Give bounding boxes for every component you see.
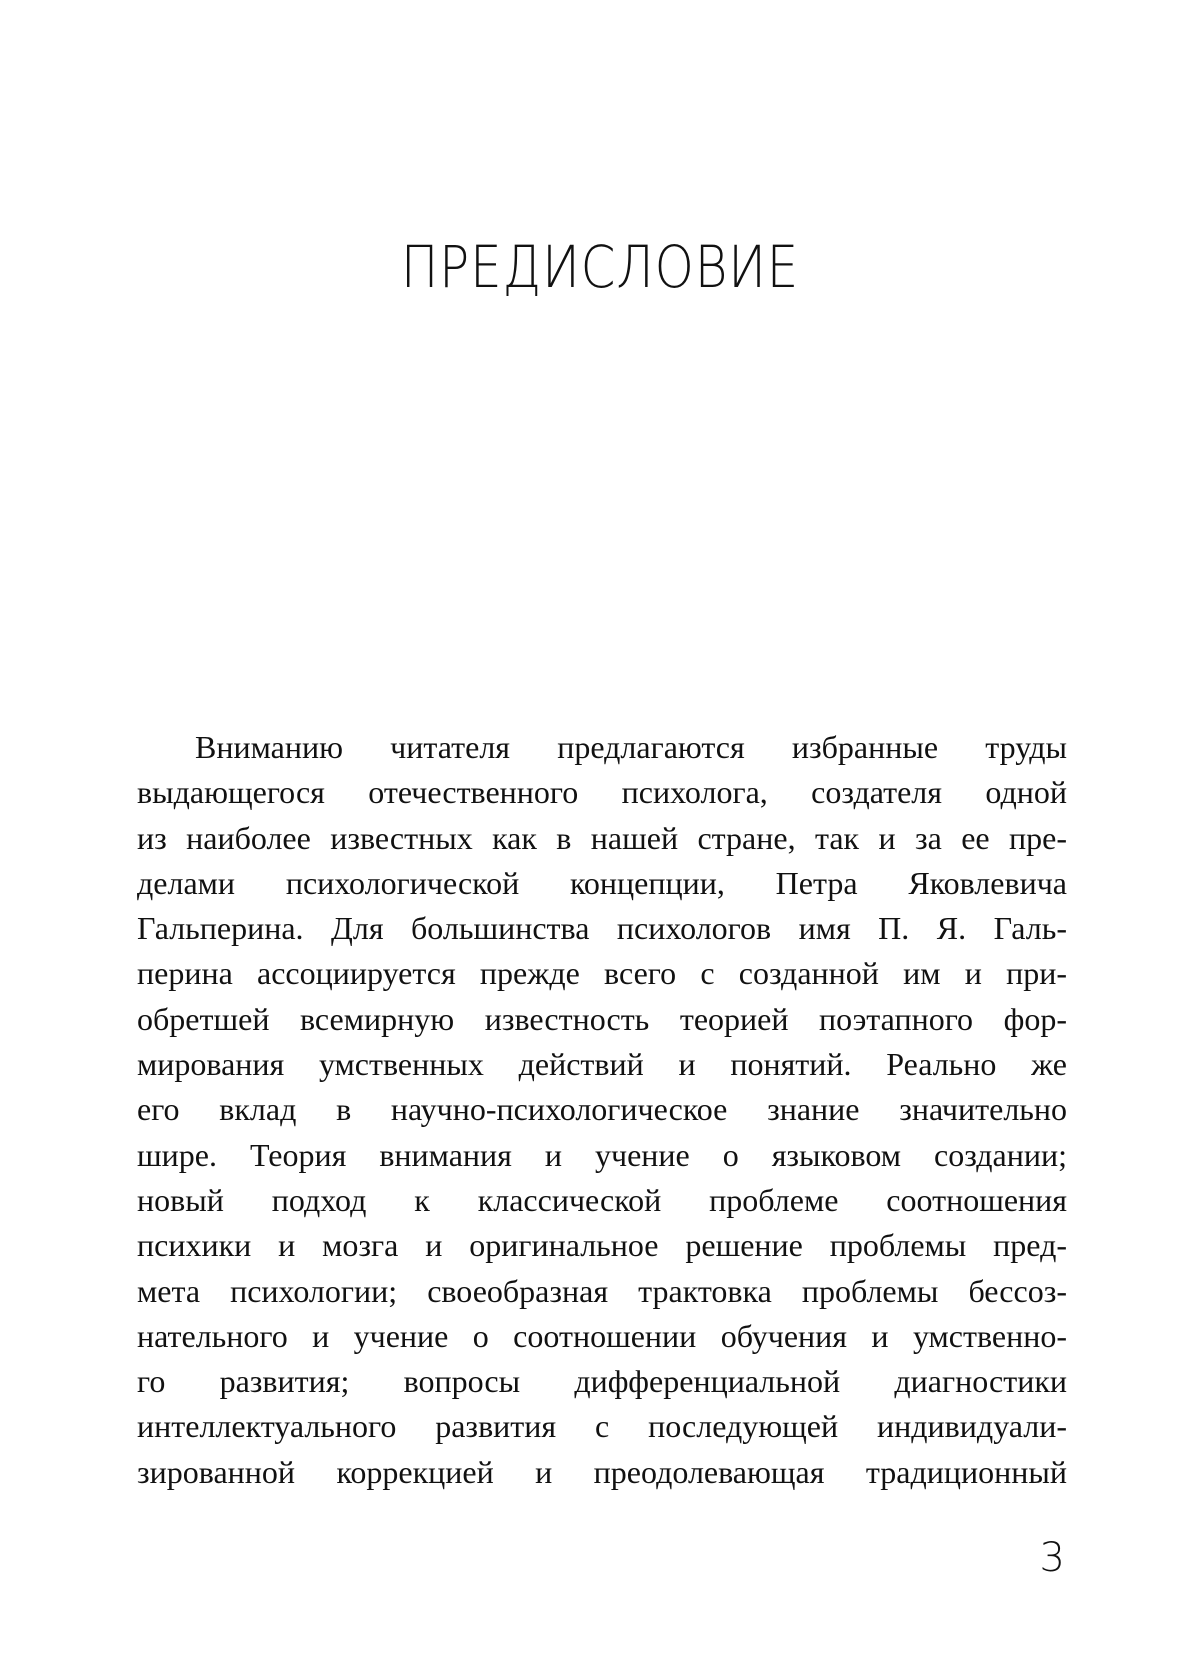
text-line: обретшей всемирную известность теорией поэтапного фор- [137,1000,1067,1037]
text-line: нательного и учение о соотношении обучения и умственно- [137,1317,1067,1354]
body-paragraph [137,725,1067,1495]
text-line: го развития; вопросы дифференциальной диагностики [137,1363,1067,1400]
text-line: из наиболее известных как в нашей стране, так и за ее пре- [137,819,1067,856]
text-line: его вклад в научно-психологическое знание значительно [137,1091,1067,1128]
text-line: зированной коррекцией и преодолевающая традиционный [137,1453,1067,1490]
text-line: Вниманию читателя предлагаются избранные труды [195,729,1067,765]
text-line: мета психологии; своеобразная трактовка проблемы бессоз- [137,1272,1067,1309]
text-line: делами психологической концепции, Петра Яковлевича [137,864,1067,901]
text-line: Гальперина. Для большинства психологов имя П. Я. Галь- [137,910,1067,947]
text-line: перина ассоциируется прежде всего с созданной им и при- [137,955,1067,992]
text-line: мирования умственных действий и понятий. Реально же [137,1046,1067,1083]
text-line: новый подход к классической проблеме соотношения [137,1181,1067,1218]
chapter-title: ПРЕДИСЛОВИЕ [400,233,800,301]
text-line: психики и мозга и оригинальное решение проблемы пред- [137,1227,1067,1264]
text-line: интеллектуального развития с последующей индивидуали- [137,1408,1067,1445]
text-line: выдающегося отечественного психолога, создателя одной [137,774,1067,811]
page-number: 3 [1039,1535,1065,1581]
text-line: шире. Теория внимания и учение о языковом создании; [137,1136,1067,1173]
